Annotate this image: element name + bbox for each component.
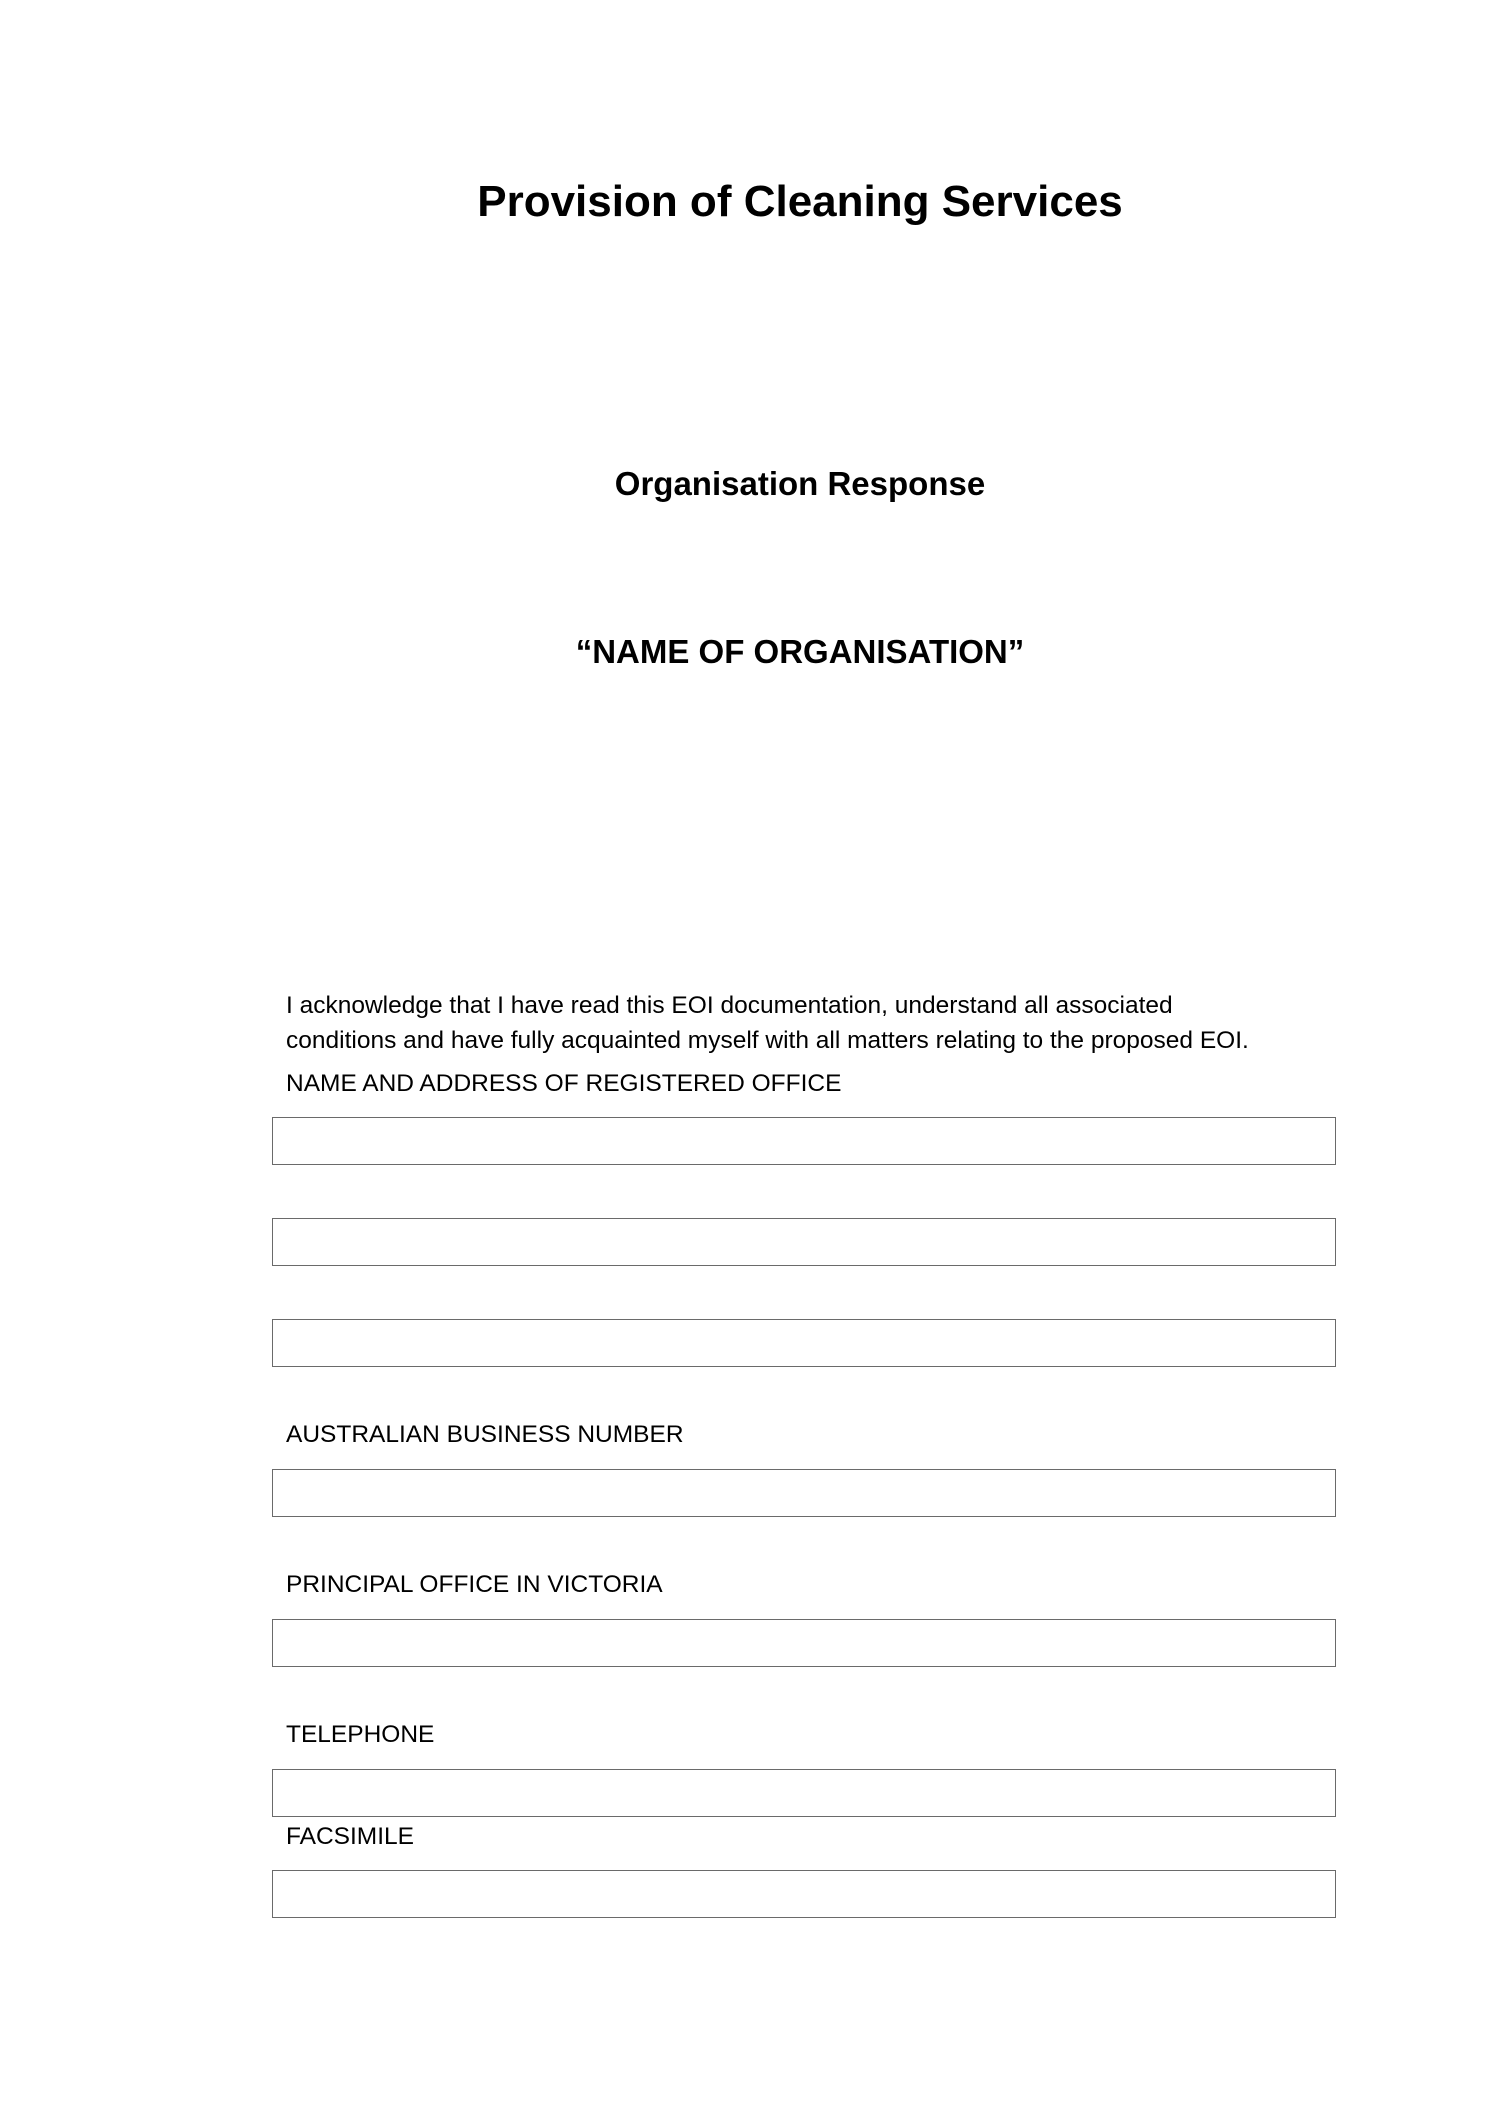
abn-label: AUSTRALIAN BUSINESS NUMBER: [286, 1421, 684, 1448]
registered-office-field-2[interactable]: [272, 1218, 1336, 1266]
facsimile-field[interactable]: [272, 1870, 1336, 1918]
telephone-label: TELEPHONE: [286, 1721, 435, 1748]
acknowledgement-line-1: I acknowledge that I have read this EOI documentation, understand all associated: [286, 992, 1173, 1019]
principal-office-label: PRINCIPAL OFFICE IN VICTORIA: [286, 1571, 663, 1598]
registered-office-field-3[interactable]: [272, 1319, 1336, 1367]
document-title: Provision of Cleaning Services: [477, 177, 1123, 226]
registered-office-field-1[interactable]: [272, 1117, 1336, 1165]
acknowledgement-line-2: conditions and have fully acquainted myself with all matters relating to the proposed EOI.: [286, 1027, 1249, 1054]
principal-office-field[interactable]: [272, 1619, 1336, 1667]
document-subtitle: Organisation Response: [614, 465, 986, 502]
organisation-name-placeholder: “NAME OF ORGANISATION”: [575, 633, 1025, 670]
telephone-field[interactable]: [272, 1769, 1336, 1817]
abn-field[interactable]: [272, 1469, 1336, 1517]
facsimile-label: FACSIMILE: [286, 1823, 414, 1850]
acknowledgement-statement: [286, 988, 1366, 1058]
registered-office-label: NAME AND ADDRESS OF REGISTERED OFFICE: [286, 1070, 842, 1097]
